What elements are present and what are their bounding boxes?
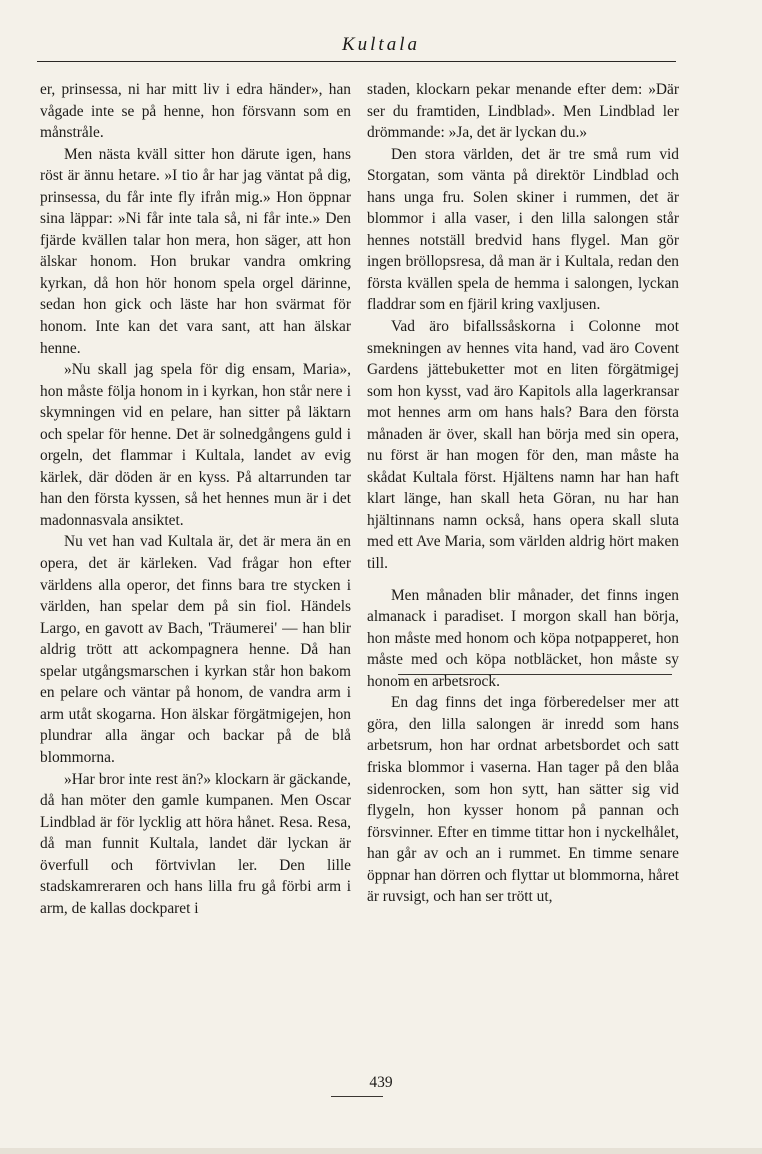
paragraph: Nu vet han vad Kultala är, det är mera än en opera, det är kärleken. Vad frågar hon efter världens alla operor, det finns bara tre stycken i världen, han spelar dem på sin fiol. Händels Largo, en gavott av Bach, 'Träumerei' — han blir aldrig trött att ackompagnera henne. Då han spelar utgångsmarschen i kyrkan står hon bakom en pelare och väntar på honom, de vandra arm i arm utåt skogarna. Hon älskar förgätmigejen, hon plundrar alla ängar och backar på de blå blommorna.	[40, 533, 351, 766]
paragraph: Men nästa kväll sitter hon därute igen, hans röst är ännu hetare. »I tio år har jag väntat på dig, prinsessa, du får inte fly ifrån mig.» Hon öppnar sina läppar: »Ni får inte tala så, ni får inte.» Den fjärde kvällen talar hon mera, hon säger, att hon älskar honom. Hon brukar vandra omkring kyrkan, då hon hör honom spela orgel därinne, sedan hon gick och läste har hon svärmat för honom. Inte kan det vara sant, att han älskar henne.	[40, 145, 351, 357]
paragraph: »Har bror inte rest än?» klockarn är gäckande, då han möter den gamle kumpanen. Men Oscar Lindblad är för lycklig att höra hånet. Resa. Resa, då man funnit Kultala, landet där lyckan är överfull och förtvivlan ler. Den lille stadskamreraren och hans lilla fru gå förbi arm i arm, de kallas dockparet i	[40, 770, 351, 917]
section-divider	[398, 674, 672, 675]
paragraph: En dag finns det inga förberedelser mer att göra, den lilla salongen är inredd som hans arbetsrum, hon har ordnat arbetsbordet och satt friska blommor i vaserna. Han tager på den blåa sidenrocken, som hon sytt, han sätter sig vid flygeln, hon kysser honom på pannan och försvinner. Efter en timme tittar hon i nyckelhålet, han går av och an i rummet. En timme senare öppnar han dörren och flyttar ut blommorna, håret är ruvsigt, och han ser trött ut,	[367, 694, 679, 906]
right-column-top	[367, 79, 679, 575]
paragraph: Den stora världen, det är tre små rum vid Storgatan, som vänta på direktör Lindblad och hans unga fru. Solen skiner i rummen, det är blommor i alla vaser, i den lilla salongen står hennes notställ bredvid hans flygel. Man gör ingen bröllopsresa, då man är i Kultala, redan den första kvällen spela de hemma i salongen, lyckan fladdrar som en fjäril kring vaxljusen.	[367, 145, 679, 314]
right-column-bottom	[367, 585, 679, 908]
paragraph: »Nu skall jag spela för dig ensam, Maria», hon måste följa honom in i kyrkan, hon står nere i skymningen vid en pelare, han sitter på läktarn och spelar för henne. Det är solnedgångens guld i orgeln, det flammar i Kultala, landet av evig kärlek, där döden är en kyss. På altarrunden tar han den första kyssen, så het hennes mun är i det madonnasvala ansiktet.	[40, 361, 351, 529]
page-number: 439	[369, 1074, 393, 1091]
paragraph: er, prinsessa, ni har mitt liv i edra händer», han vågade inte se på henne, hon försvann som en månstråle.	[40, 81, 351, 142]
paragraph: Men månaden blir månader, det finns ingen almanack i paradiset. I morgon skall han börja, hon måste med honom och köpa notpapperet, hon måste med och köpa notbläcket, hon måste sy honom en arbetsrock.	[367, 586, 679, 690]
page-edge	[0, 1148, 762, 1154]
left-column	[40, 79, 351, 919]
footer-rule	[331, 1096, 383, 1097]
paragraph: staden, klockarn pekar menande efter dem: »Där ser du framtiden, Lindblad». Men Lindblad ler drömmande: »Ja, det är lyckan du.»	[367, 81, 679, 142]
running-title: Kultala	[341, 34, 420, 55]
right-column	[367, 79, 679, 908]
paragraph: Vad äro bifallssåskorna i Colonne mot smekningen av hennes vita hand, vad äro Covent Gardens jättebuketter mot en liten förgätmigej som hon kysst, vad äro Kapitols alla lagerkransar mot hennes arm om hans hals? Bara den första månaden är över, skall han börja med sin opera, nu först är han mogen för den, man måste ha skådat Kultala först. Hjältens namn har han haft klart länge, han skall heta Göran, nu har han hjältinnans namn också, hans opera skall sluta med ett Ave Maria, som världen aldrig hört maken till.	[367, 318, 679, 573]
header-rule	[37, 61, 676, 62]
